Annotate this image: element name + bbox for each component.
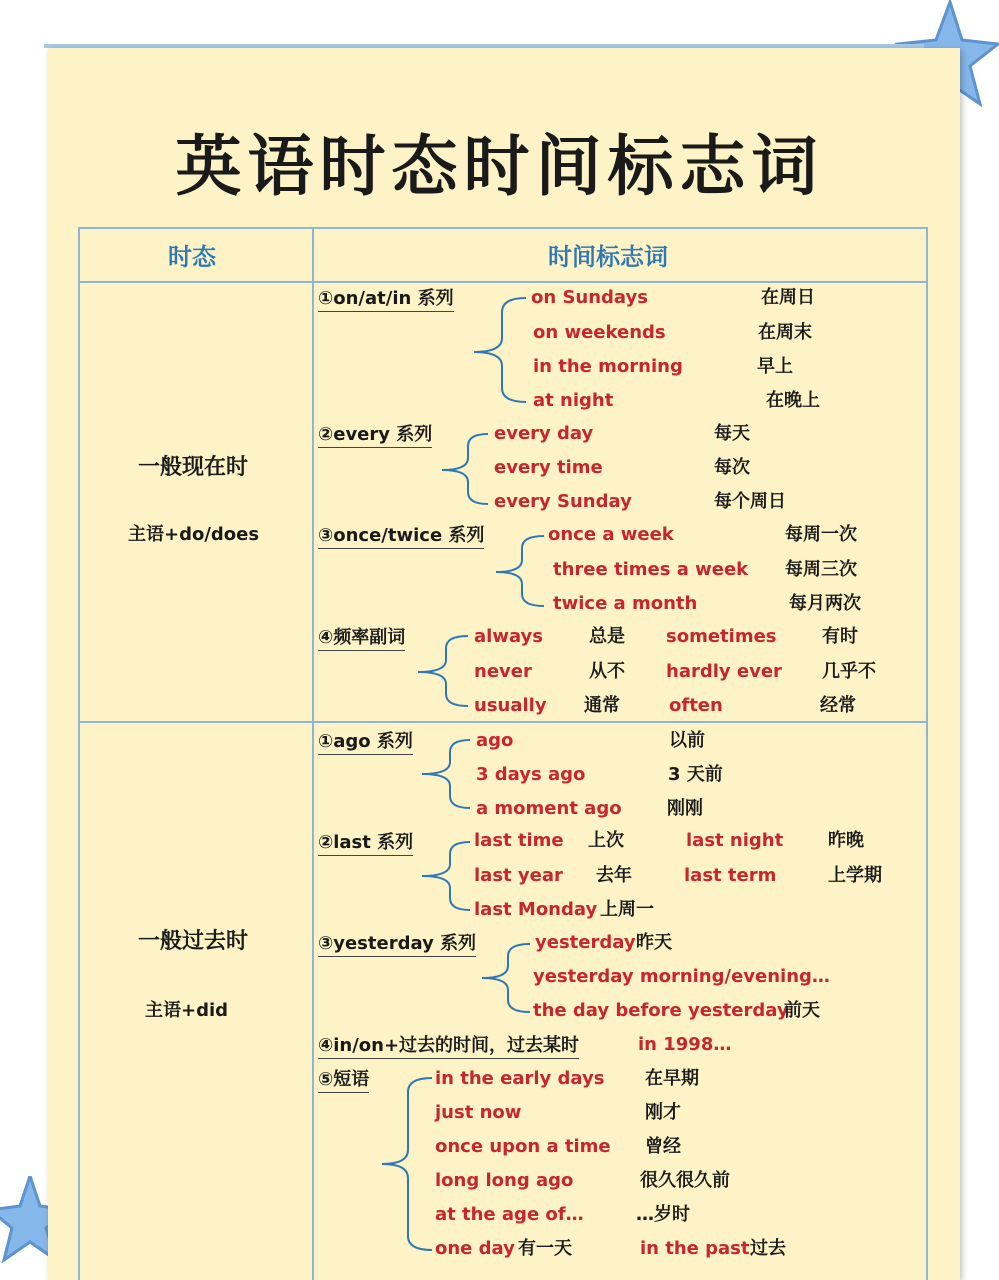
time-phrase: often [669, 695, 723, 716]
translation: 刚刚 [667, 798, 703, 819]
time-phrase: every time [494, 457, 603, 478]
tense-present: 一般现在时 [138, 455, 249, 480]
header-tense: 时态 [168, 243, 216, 271]
time-phrase: always [474, 626, 543, 647]
time-phrase: yesterday [535, 932, 636, 953]
translation: 每周三次 [785, 559, 857, 580]
translation: 有时 [822, 626, 858, 647]
translation: 在晚上 [766, 390, 820, 411]
time-phrase: yesterday morning/evening… [533, 966, 830, 987]
time-phrase: last night [686, 830, 784, 851]
time-phrase: usually [474, 695, 547, 716]
translation: 总是 [589, 626, 625, 647]
translation: 过去 [750, 1238, 786, 1259]
time-phrase: in 1998… [638, 1034, 732, 1055]
time-phrase: last year [474, 865, 563, 886]
translation: 曾经 [645, 1136, 681, 1157]
time-phrase: last Monday [474, 899, 598, 920]
category-label: ①on/at/in 系列 [318, 288, 454, 312]
translation: 以前 [669, 730, 705, 751]
translation: 昨晚 [828, 830, 864, 851]
translation: 每周一次 [785, 524, 857, 545]
translation: …岁时 [636, 1204, 690, 1225]
time-phrase: in the past [640, 1238, 750, 1259]
translation: 通常 [584, 695, 620, 716]
category-label: ①ago 系列 [318, 731, 413, 755]
translation: 刚才 [645, 1102, 681, 1123]
translation: 昨天 [636, 932, 672, 953]
time-phrase: in the morning [533, 356, 683, 377]
translation: 去年 [596, 865, 632, 886]
page-title: 英语时态时间标志词 [175, 127, 824, 205]
header-time-words: 时间标志词 [548, 243, 668, 271]
translation: 上学期 [828, 865, 882, 886]
translation: 前天 [784, 1000, 820, 1021]
time-phrase: sometimes [666, 626, 777, 647]
translation: 经常 [820, 695, 856, 716]
formula-past: 主语+did [145, 1000, 229, 1021]
category-label: ③yesterday 系列 [318, 933, 476, 957]
time-phrase: last term [684, 865, 777, 886]
category-label: ⑤短语 [318, 1069, 369, 1093]
translation: 有一天 [518, 1238, 572, 1259]
time-phrase: on Sundays [531, 287, 648, 308]
tense-past: 一般过去时 [138, 929, 249, 954]
time-phrase: hardly ever [666, 661, 782, 682]
time-phrase: on weekends [533, 322, 666, 343]
translation: 在周日 [761, 287, 815, 308]
time-phrase: one day [435, 1238, 515, 1259]
translation: 每次 [714, 457, 750, 478]
time-phrase: last time [474, 830, 564, 851]
category-label: ④in/on+过去的时间，过去某时 [318, 1035, 579, 1059]
time-phrase: at the age of… [435, 1204, 584, 1225]
time-phrase: once a week [548, 524, 674, 545]
time-phrase: long long ago [435, 1170, 574, 1191]
time-phrase: ago [476, 730, 514, 751]
translation: 上周一 [600, 899, 654, 920]
time-phrase: every day [494, 423, 594, 444]
category-label: ④频率副词 [318, 627, 405, 651]
time-phrase: the day before yesterday [533, 1000, 789, 1021]
time-phrase: twice a month [553, 593, 698, 614]
time-phrase: every Sunday [494, 491, 632, 512]
translation: 很久很久前 [640, 1170, 730, 1191]
translation: 从不 [589, 661, 625, 682]
time-phrase: three times a week [553, 559, 749, 580]
time-phrase: at night [533, 390, 614, 411]
translation: 3 天前 [668, 764, 723, 785]
category-label: ②last 系列 [318, 832, 413, 856]
translation: 每个周日 [714, 491, 786, 512]
translation: 在早期 [645, 1068, 699, 1089]
time-phrase: once upon a time [435, 1136, 611, 1157]
translation: 每天 [714, 423, 750, 444]
time-phrase: in the early days [435, 1068, 605, 1089]
category-label: ②every 系列 [318, 424, 432, 448]
time-phrase: a moment ago [476, 798, 622, 819]
translation: 早上 [757, 356, 793, 377]
translation: 每月两次 [789, 593, 861, 614]
formula-present: 主语+do/does [128, 524, 260, 545]
time-phrase: just now [435, 1102, 522, 1123]
translation: 在周末 [758, 322, 812, 343]
translation: 上次 [588, 830, 624, 851]
time-phrase: 3 days ago [476, 764, 586, 785]
category-label: ③once/twice 系列 [318, 525, 484, 549]
time-phrase: never [474, 661, 532, 682]
translation: 几乎不 [822, 661, 876, 682]
